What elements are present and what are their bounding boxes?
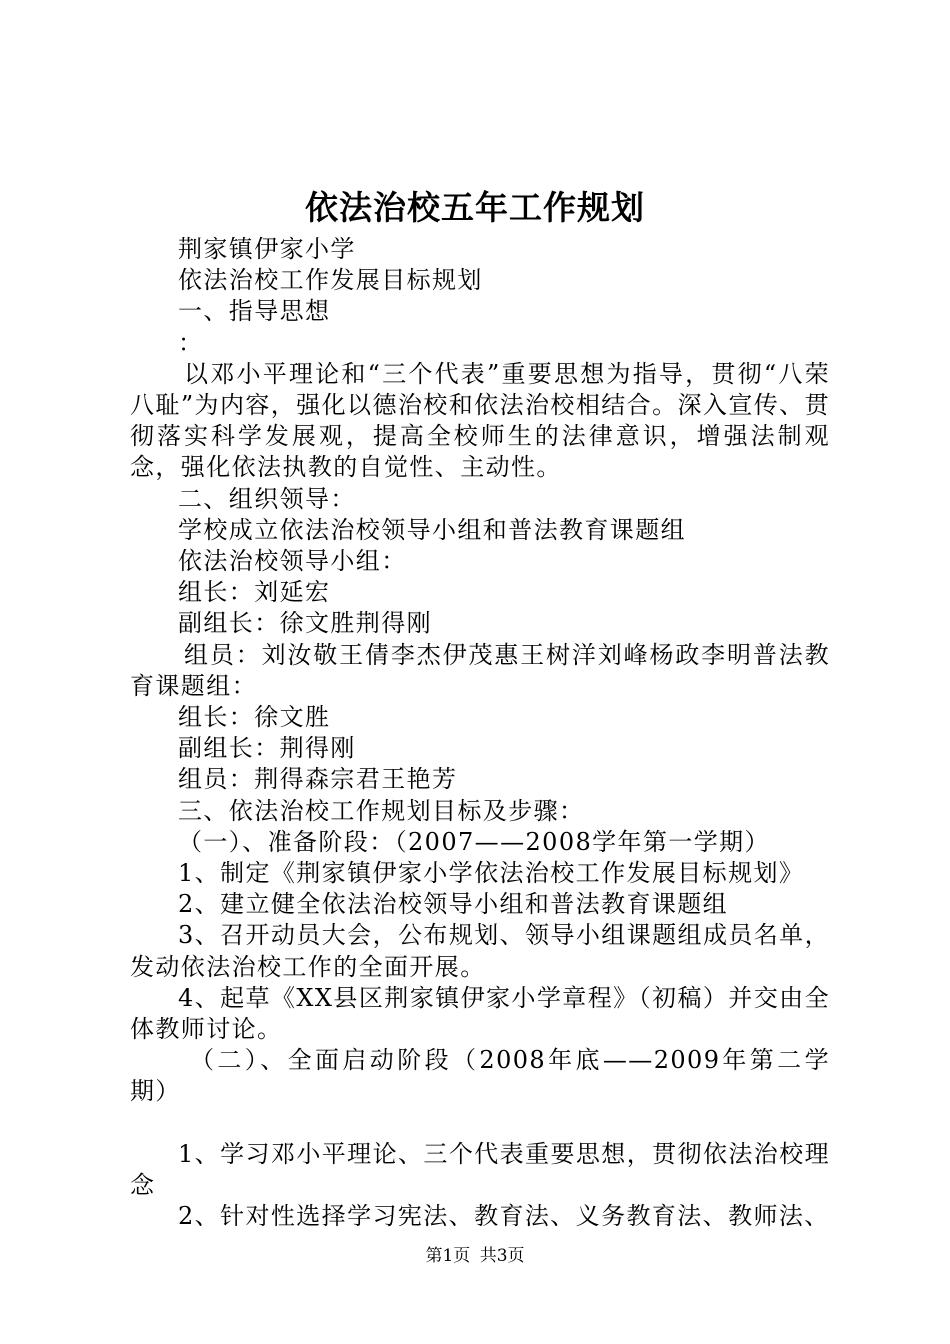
guiding-ideology-paragraph: 以邓小平理论和“三个代表”重要思想为指导，贯彻“八荣八耻”为内容，强化以德治校和依法治校相结合。深入宣传、贯彻落实科学发展观，提高全校师生的法律意识，增强法制观念，强化依法执教的自觉性、主动性。 [130,359,830,482]
section-heading-2: 二、组织领导： [178,484,356,513]
organization-paragraph: 学校成立依法治校领导小组和普法教育课题组 [178,515,686,544]
stage-two-item-1: 1、学习邓小平理论、三个代表重要思想，贯彻依法治校理念 [130,1139,830,1199]
stage-one-heading: （一）、准备阶段：（2007——2008学年第一学期） [178,827,770,856]
stage-one-item-2: 2、建立健全依法治校领导小组和普法教育课题组 [178,890,729,919]
members-line: 组员：刘汝敬王倩李杰伊茂惠王树洋刘峰杨政李明普法教育课题组： [130,640,830,700]
stage-one-item-4: 4、起草《XX县区荆家镇伊家小学章程》（初稿）并交由全体教师讨论。 [130,983,830,1044]
stage-one-item-1: 1、制定《荆家镇伊家小学依法治校工作发展目标规划》 [178,859,805,888]
group-leader-line: 组长：徐文胜 [178,703,331,732]
stage-one-item-3: 3、召开动员大会，公布规划、领导小组课题组成员名单，发动依法治校工作的全面开展。 [130,921,830,981]
plan-subtitle: 依法治校工作发展目标规划 [178,266,483,295]
section-heading-1: 一、指导思想 [178,297,331,326]
colon-line: ： [178,328,204,357]
page-total: 共3页 [479,1246,525,1266]
document-body [130,234,830,1232]
document-title: 依法治校五年工作规划 [305,188,645,227]
stage-two-heading: （二）、全面启动阶段（2008年底——2009年第二学期） [130,1046,830,1106]
school-name: 荆家镇伊家小学 [178,235,356,263]
vice-leader-line: 副组长：徐文胜荆得刚 [178,609,432,638]
page-number: 第1页 [425,1246,471,1266]
leader-line: 组长：刘延宏 [178,578,331,607]
group-vice-leader-line: 副组长：荆得刚 [178,734,356,763]
stage-two-item-2: 2、针对性选择学习宪法、教育法、义务教育法、教师法、 [178,1202,830,1231]
page-footer [0,1244,950,1268]
leadership-group-heading: 依法治校领导小组： [178,547,407,576]
blank-line [130,1108,830,1139]
group-members-line: 组员：荆得森宗君王艳芳 [178,765,458,794]
section-heading-3: 三、依法治校工作规划目标及步骤： [178,796,585,825]
